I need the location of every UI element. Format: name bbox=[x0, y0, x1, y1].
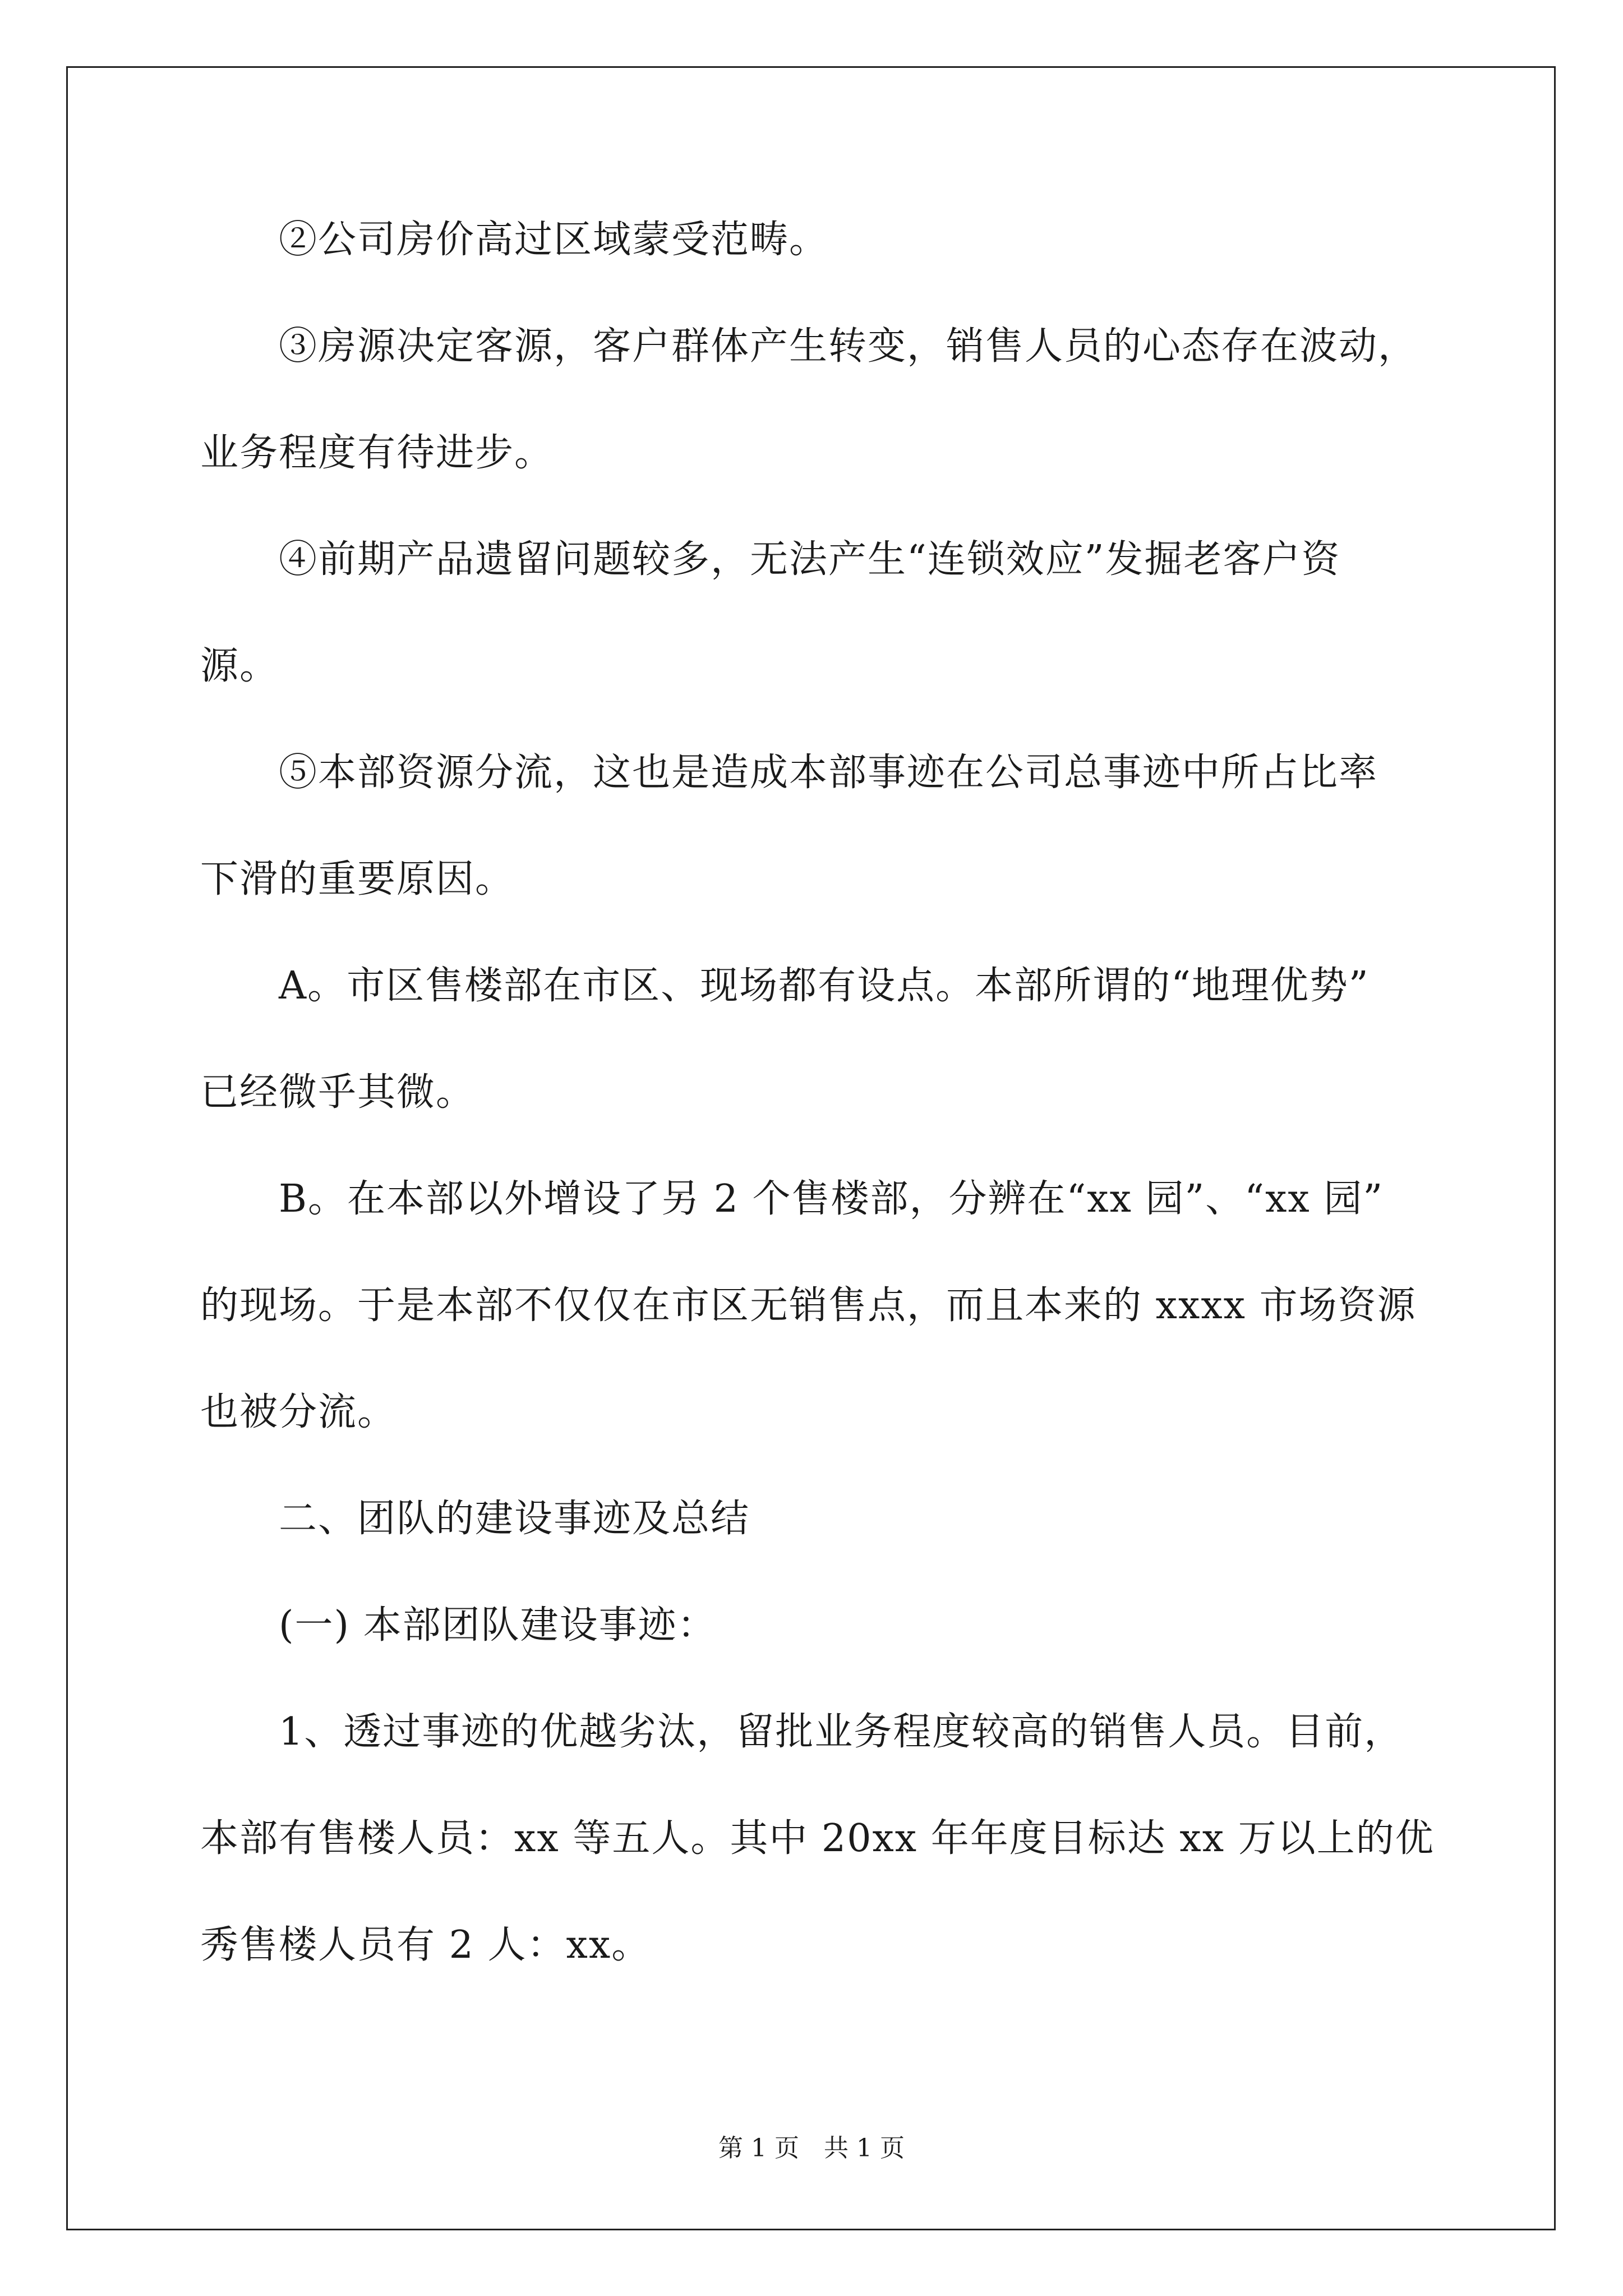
paragraph-line: ④前期产品遗留问题较多，无法产生“连锁效应”发掘老客户资 bbox=[279, 537, 1341, 582]
paragraph-line: 秀售楼人员有 2 人：xx。 bbox=[200, 1923, 651, 1967]
paragraph-line: 下滑的重要原因。 bbox=[200, 857, 515, 901]
paragraph-line: 的现场。于是本部不仅仅在市区无销售点，而且本来的 xxxx 市场资源 bbox=[200, 1283, 1417, 1328]
paragraph-line: 已经微乎其微。 bbox=[200, 1070, 476, 1115]
paragraph-line: 1、透过事迹的优越劣汰，留批业务程度较高的销售人员。目前， bbox=[279, 1710, 1404, 1754]
page-footer: 第 1 页 共 1 页 bbox=[718, 2134, 905, 2162]
paragraph-line: 业务程度有待进步。 bbox=[200, 431, 554, 475]
paragraph-line: ③房源决定客源，客户群体产生转变，销售人员的心态存在波动， bbox=[279, 324, 1418, 369]
paragraph-line: ⑤本部资源分流，这也是造成本部事迹在公司总事迹中所占比率 bbox=[279, 751, 1378, 795]
paragraph-line: 源。 bbox=[200, 644, 279, 688]
paragraph-line: ②公司房价高过区域蒙受范畴。 bbox=[279, 218, 829, 262]
section-heading: 二、团队的建设事迹及总结 bbox=[279, 1497, 750, 1541]
paragraph-line: B。在本部以外增设了另 2 个售楼部，分辨在“xx 园”、“xx 园” bbox=[279, 1177, 1384, 1221]
paragraph-line: A。市区售楼部在市区、现场都有设点。本部所谓的“地理优势” bbox=[279, 964, 1370, 1008]
subsection-heading: (一) 本部团队建设事迹： bbox=[279, 1603, 717, 1648]
page-border bbox=[66, 66, 1556, 2230]
paragraph-line: 本部有售楼人员：xx 等五人。其中 20xx 年年度目标达 xx 万以上的优 bbox=[200, 1816, 1435, 1861]
paragraph-line: 也被分流。 bbox=[200, 1390, 397, 1434]
